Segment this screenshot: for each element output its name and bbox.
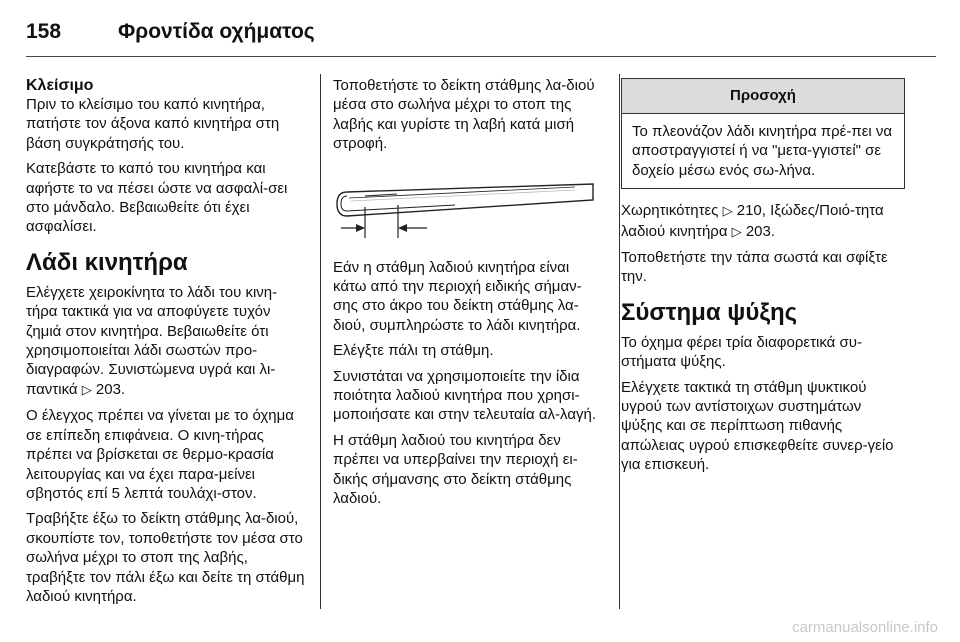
- paragraph: Η στάθμη λαδιού του κινητήρα δεν πρέπει να υπερβαίνει την περιοχή ει-δικής σήμανσης στο δείκτη στάθμης λαδιού.: [333, 431, 578, 508]
- paragraph: Ελέγχετε τακτικά τη στάθμη ψυκτικού υγρού των αντίστοιχων συστημάτων ψύξης και σε περίπτωση πιθανής απώλειας υγρού επισκεφθείτε συνερ-γείο για επισκευή.: [621, 378, 894, 474]
- column-right: [621, 78, 905, 481]
- paragraph: Τραβήξτε έξω το δείκτη στάθμης λα-διού, σκουπίστε τον, τοποθετήστε τον μέσα στο σωλήνα μέχρι το στοπ της λαβής, τραβήξτε τον πάλι έξω και δείτε τη στάθμη λαδιού κινητήρα.: [26, 510, 305, 605]
- watermark: carmanualsonline.info: [792, 619, 938, 636]
- paragraph-text: Ελέγχετε χειροκίνητα το λάδι του κινη-τήρα τακτικά για να αποφύγετε τυχόν ζημιά στον κινητήρα. Βεβαιωθείτε ότι χρησιμοποιείται λάδι σωστών προ-διαγραφών. Συνιστώμενα υγρά και λι-παντικά: [26, 283, 278, 398]
- paragraph: [26, 283, 306, 400]
- paragraph: Κατεβάστε το καπό του κινητήρα και αφήστε το να πέσει ώστε να ασφαλί-σει στο μάνδαλο. Βεβαιωθείτε ότι έχει ασφαλίσει.: [26, 160, 288, 236]
- page-number: 158: [26, 20, 62, 43]
- dipstick-illustration: [335, 178, 603, 240]
- caution-box: [621, 78, 905, 189]
- page-title: Φροντίδα οχήματος: [118, 20, 315, 43]
- section-heading-cooling-system: Σύστημα ψύξης: [621, 298, 798, 326]
- section-heading-closing: Κλείσιμο: [26, 77, 94, 94]
- page-reference-icon: ▷: [722, 204, 733, 220]
- paragraph: Ο έλεγχος πρέπει να γίνεται με το όχημα σε επίπεδη επιφάνεια. Ο κινη-τήρας πρέπει να βρίσκεται σε θερμο-κρασία λειτουργίας και να έχει παρα-μείνει σβηστός επί 5 λεπτά τουλάχι-στον.: [26, 407, 294, 502]
- column-middle: [333, 76, 605, 515]
- paragraph: Πριν το κλείσιμο του καπό κινητήρα, πατήστε τον άξονα καπό κινητήρα στη βάση συγκράτησής του.: [26, 96, 280, 152]
- paragraph: Ελέγξτε πάλι τη στάθμη.: [333, 342, 494, 360]
- paragraph: Εάν η στάθμη λαδιού κινητήρα είναι κάτω από την περιοχή ειδικής σήμαν-σης στο άκρο του δείκτη στάθμης λα-διού, συμπληρώστε το λάδι κινητήρα.: [333, 258, 582, 334]
- caution-text: Το πλεονάζον λάδι κινητήρα πρέ-πει να αποστραγγιστεί ή να "μετα-γγιστεί" σε δοχείο μέσω ενός σω-λήνα.: [632, 123, 893, 179]
- page-header: [26, 10, 936, 50]
- page-reference-link[interactable]: 203.: [745, 222, 776, 240]
- page-reference-link[interactable]: 210, Ιξώδες/Ποιό-τητα λαδιού κινητήρα: [621, 202, 884, 240]
- paragraph: Τοποθετήστε το δείκτη στάθμης λα-διού μέσα στο σωλήνα μέχρι το στοπ της λαβής και γυρίστε τη λαβή κατά μισή στροφή.: [333, 77, 595, 153]
- paragraph: Συνιστάται να χρησιμοποιείτε την ίδια ποιότητα λαδιού κινητήρα που χρησι-μοποιήσατε και στην τελευταία αλ-λαγή.: [333, 367, 596, 424]
- page-reference-icon: ▷: [81, 382, 92, 398]
- column-divider: [619, 74, 620, 609]
- section-heading-engine-oil: Λάδι κινητήρα: [26, 248, 188, 276]
- page-reference-link[interactable]: 203.: [95, 380, 126, 398]
- page-reference-icon: ▷: [731, 224, 742, 240]
- caution-title: Προσοχή: [622, 79, 904, 114]
- column-left: [26, 76, 306, 612]
- paragraph: Το όχημα φέρει τρία διαφορετικά συ-στήματα ψύξης.: [621, 333, 862, 371]
- header-rule: [26, 56, 936, 57]
- paragraph: [621, 201, 905, 242]
- paragraph: Τοποθετήστε την τάπα σωστά και σφίξτε την.: [621, 249, 888, 286]
- paragraph-text: Χωρητικότητες: [621, 202, 719, 220]
- column-divider: [320, 74, 321, 609]
